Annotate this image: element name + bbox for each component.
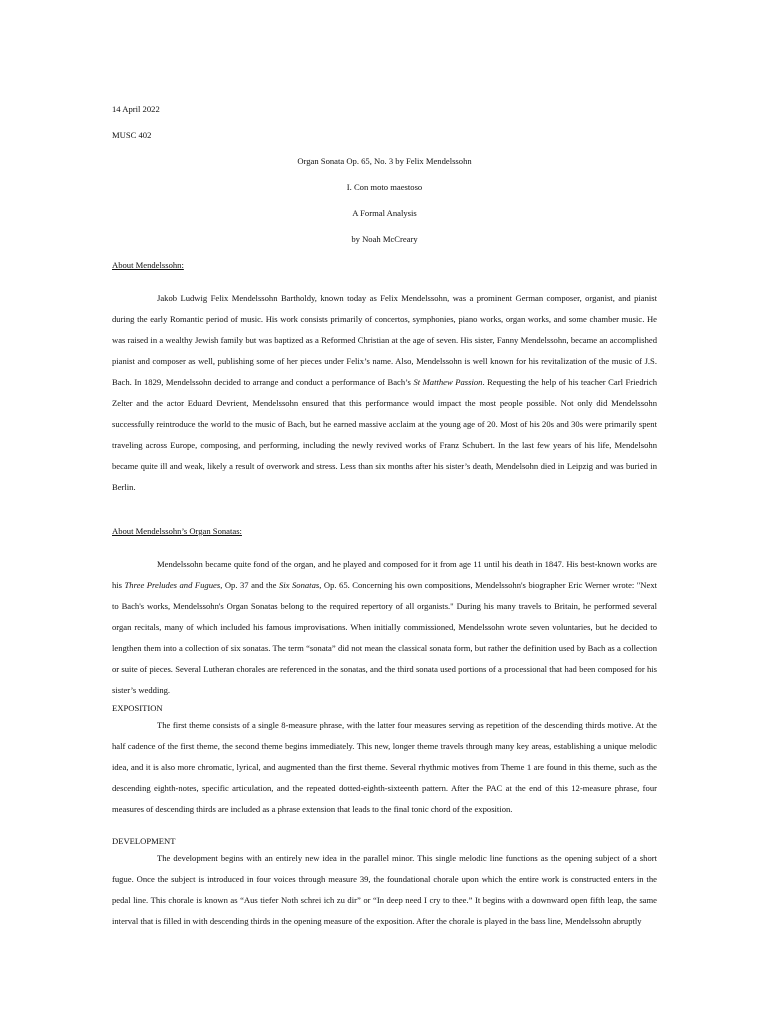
date-line: 14 April 2022	[112, 104, 160, 114]
paragraph-text: Jakob Ludwig Felix Mendelssohn Bartholdy, known today as Felix Mendelssohn, was a prominent German composer, organist, and pianist during the early Romantic period of music. His work consists primarily of concertos, symphonies, piano works, organ works, and some chamber music. He was raised in a wealthy Jewish family but was baptized as a Reformed Christian at the age of seven. His sister, Fanny Mendelssohn, became an accomplished pianist and composer as well, publishing some of her pieces under Felix’s name. Also, Mendelssohn is well known for his revitalization of the music of J.S. Bach. In 1829, Mendelssohn decided to arrange and conduct a performance of Bach’s	[112, 293, 657, 387]
paragraph-text: , Op. 37 and the	[220, 580, 279, 590]
about-sonatas-paragraph	[112, 554, 657, 701]
paragraph-text: . Requesting the help of his teacher Carl Friedrich Zelter and the actor Eduard Devrient, Mendelssohn ensured that this performance would impact the most people possible. Not only did Mendelssohn successfully reintroduce the world to the music of Bach, but he earned massive acclaim at the young age of 20. Most of his 20s and 30s were primarily spent traveling across Europe, composing, and performing, including the newly revived works of Franz Schubert. In the last few years of his life, Mendelsohn became quite ill and weak, likely a result of overwork and stress. Less than six months after his sister’s death, Mendelsohn died in Leipzig and was buried in Berlin.	[112, 377, 657, 492]
document-title: Organ Sonata Op. 65, No. 3 by Felix Mendelssohn	[297, 156, 472, 166]
italic-work-title: Three Preludes and Fugues	[124, 580, 221, 590]
italic-work-title: Six Sonatas	[279, 580, 320, 590]
about-mendelssohn-paragraph	[112, 288, 657, 498]
course-line: MUSC 402	[112, 130, 152, 140]
document-subtitle: A Formal Analysis	[352, 208, 417, 218]
page-content	[112, 96, 657, 932]
development-label: DEVELOPMENT	[112, 836, 176, 846]
exposition-paragraph: The first theme consists of a single 8-measure phrase, with the latter four measures serving as repetition of the descending thirds motive. At the half cadence of the first theme, the second theme begins immediately. This new, longer theme travels through many key areas, establishing a unique melodic idea, and it is also more chromatic, lyrical, and augmented than the first theme. Several rhythmic motives from Theme 1 are found in this theme, such as the descending eighth-notes, specific articulation, and the repeated dotted-eighth-sixteenth pattern. After the PAC at the end of this 12-measure phrase, four measures of descending thirds are included as a phrase extension that leads to the final tonic chord of the exposition.	[112, 720, 657, 814]
development-paragraph: The development begins with an entirely new idea in the parallel minor. This single melodic line functions as the opening subject of a short fugue. Once the subject is introduced in four voices through measure 39, the foundational chorale upon which the entire work is constructed enters in the pedal line. This chorale is known as “Aus tiefer Noth schrei ich zu dir” or “In deep need I cry to thee.” It begins with a downward open fifth leap, the same interval that is filled in with descending thirds in the opening measure of the exposition. After the chorale is played in the bass line, Mendelssohn abruptly	[112, 853, 657, 926]
author-line: by Noah McCreary	[351, 234, 418, 244]
movement-title: I. Con moto maestoso	[346, 182, 423, 192]
italic-work-title: St Matthew Passion	[413, 377, 483, 387]
paragraph-text: , Op. 65. Concerning his own compositions, Mendelssohn's biographer Eric Werner wrote: "Next to Bach's works, Mendelssohn's Organ Sonatas belong to the required repertory of all organists." During his many travels to Britain, he performed several organ recitals, many of which included his famous improvisations. When initially commissioned, Mendelssohn wrote seven voluntaries, but he decided to lengthen them into a collection of six sonatas. The term “sonata” did not mean the classical sonata form, but rather the definition used by Bach as a collection or suite of pieces. Several Lutheran chorales are referenced in the sonatas, and the third sonata used portions of a processional that had been composed for his sister’s wedding.	[112, 580, 658, 695]
exposition-label: EXPOSITION	[112, 703, 163, 713]
about-mendelssohn-heading: About Mendelssohn:	[112, 260, 184, 270]
about-sonatas-heading: About Mendelssohn’s Organ Sonatas:	[112, 526, 242, 536]
paragraph-text: Mendelssohn became quite fond of the organ, and he played and composed for it from age 11 until his death in 1847. His best-known works are his	[112, 559, 657, 590]
